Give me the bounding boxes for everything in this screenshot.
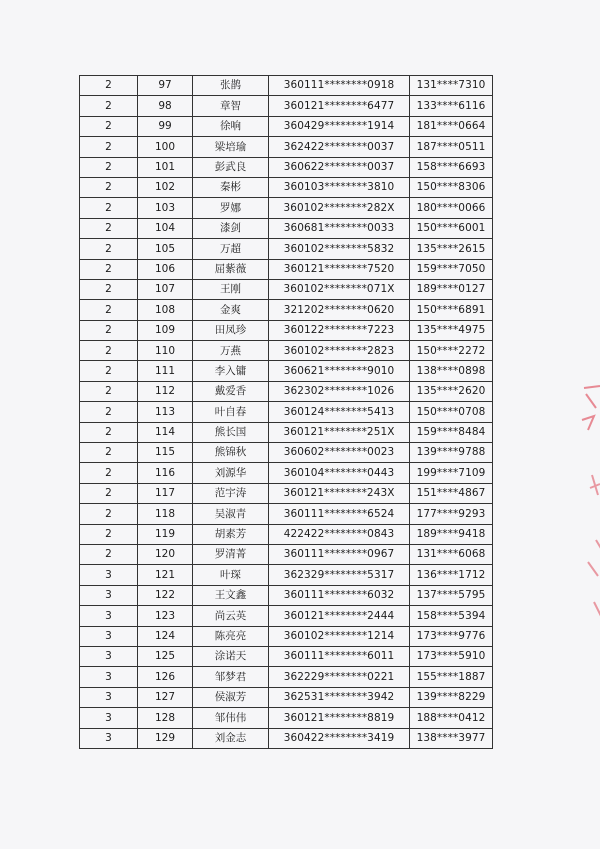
- number-cell: 118: [138, 504, 193, 524]
- id-number-cell: 360102********5832: [269, 239, 410, 259]
- table-row: [80, 320, 493, 340]
- number-cell: 100: [138, 137, 193, 157]
- name-cell: 罗娜: [193, 198, 269, 218]
- table-row: [80, 137, 493, 157]
- number-cell: 117: [138, 483, 193, 503]
- table-row: [80, 463, 493, 483]
- group-cell: 3: [80, 708, 138, 728]
- name-cell: 范宇涛: [193, 483, 269, 503]
- group-cell: 3: [80, 565, 138, 585]
- name-cell: 陈亮亮: [193, 626, 269, 646]
- number-cell: 120: [138, 544, 193, 564]
- number-cell: 111: [138, 361, 193, 381]
- phone-cell: 135****2620: [410, 381, 493, 401]
- id-number-cell: 360422********3419: [269, 728, 410, 748]
- phone-cell: 199****7109: [410, 463, 493, 483]
- group-cell: 3: [80, 728, 138, 748]
- number-cell: 128: [138, 708, 193, 728]
- name-cell: 张鹊: [193, 76, 269, 96]
- phone-cell: 173****5910: [410, 646, 493, 666]
- name-cell: 王文鑫: [193, 585, 269, 605]
- phone-cell: 150****8306: [410, 177, 493, 197]
- phone-cell: 150****6891: [410, 300, 493, 320]
- phone-cell: 181****0664: [410, 116, 493, 136]
- id-number-cell: 360121********6477: [269, 96, 410, 116]
- group-cell: 3: [80, 606, 138, 626]
- group-cell: 2: [80, 198, 138, 218]
- number-cell: 105: [138, 239, 193, 259]
- group-cell: 2: [80, 320, 138, 340]
- group-cell: 2: [80, 157, 138, 177]
- number-cell: 119: [138, 524, 193, 544]
- number-cell: 108: [138, 300, 193, 320]
- name-cell: 万燕: [193, 341, 269, 361]
- table-row: [80, 279, 493, 299]
- id-number-cell: 360111********6032: [269, 585, 410, 605]
- id-number-cell: 360681********0033: [269, 218, 410, 238]
- name-cell: 涂诺天: [193, 646, 269, 666]
- phone-cell: 135****4975: [410, 320, 493, 340]
- id-number-cell: 360621********9010: [269, 361, 410, 381]
- id-number-cell: 360602********0023: [269, 443, 410, 463]
- id-number-cell: 360102********071X: [269, 279, 410, 299]
- table-row: [80, 585, 493, 605]
- phone-cell: 133****6116: [410, 96, 493, 116]
- number-cell: 110: [138, 341, 193, 361]
- id-number-cell: 360102********2823: [269, 341, 410, 361]
- phone-cell: 135****2615: [410, 239, 493, 259]
- name-cell: 梁培瑜: [193, 137, 269, 157]
- group-cell: 2: [80, 239, 138, 259]
- group-cell: 2: [80, 402, 138, 422]
- id-number-cell: 360111********0918: [269, 76, 410, 96]
- phone-cell: 159****8484: [410, 422, 493, 442]
- name-cell: 金爽: [193, 300, 269, 320]
- name-cell: 侯淑芳: [193, 687, 269, 707]
- table-row: [80, 544, 493, 564]
- name-cell: 刘源华: [193, 463, 269, 483]
- number-cell: 124: [138, 626, 193, 646]
- number-cell: 122: [138, 585, 193, 605]
- table-row: [80, 524, 493, 544]
- group-cell: 2: [80, 279, 138, 299]
- table-row: [80, 259, 493, 279]
- id-number-cell: 321202********0620: [269, 300, 410, 320]
- number-cell: 126: [138, 667, 193, 687]
- group-cell: 2: [80, 443, 138, 463]
- id-number-cell: 362531********3942: [269, 687, 410, 707]
- id-number-cell: 360122********7223: [269, 320, 410, 340]
- group-cell: 2: [80, 504, 138, 524]
- phone-cell: 150****6001: [410, 218, 493, 238]
- table-row: [80, 300, 493, 320]
- table-row: [80, 687, 493, 707]
- table-row: [80, 483, 493, 503]
- id-number-cell: 360111********6011: [269, 646, 410, 666]
- table-row: [80, 177, 493, 197]
- group-cell: 2: [80, 96, 138, 116]
- name-cell: 徐响: [193, 116, 269, 136]
- table-row: [80, 96, 493, 116]
- number-cell: 106: [138, 259, 193, 279]
- table-row: [80, 422, 493, 442]
- number-cell: 101: [138, 157, 193, 177]
- group-cell: 3: [80, 646, 138, 666]
- id-number-cell: 360124********5413: [269, 402, 410, 422]
- id-number-cell: 360121********251X: [269, 422, 410, 442]
- group-cell: 2: [80, 177, 138, 197]
- name-cell: 吴淑青: [193, 504, 269, 524]
- table-row: [80, 565, 493, 585]
- name-cell: 邹伟伟: [193, 708, 269, 728]
- phone-cell: 151****4867: [410, 483, 493, 503]
- name-cell: 万超: [193, 239, 269, 259]
- phone-cell: 155****1887: [410, 667, 493, 687]
- phone-cell: 188****0412: [410, 708, 493, 728]
- table-row: [80, 239, 493, 259]
- table-row: [80, 708, 493, 728]
- name-cell: 章智: [193, 96, 269, 116]
- number-cell: 123: [138, 606, 193, 626]
- table-row: [80, 116, 493, 136]
- table-row: [80, 728, 493, 748]
- number-cell: 98: [138, 96, 193, 116]
- phone-cell: 173****9776: [410, 626, 493, 646]
- phone-cell: 158****5394: [410, 606, 493, 626]
- name-cell: 彭武良: [193, 157, 269, 177]
- name-cell: 戴爱香: [193, 381, 269, 401]
- number-cell: 112: [138, 381, 193, 401]
- phone-cell: 131****7310: [410, 76, 493, 96]
- number-cell: 109: [138, 320, 193, 340]
- id-number-cell: 362302********1026: [269, 381, 410, 401]
- group-cell: 2: [80, 341, 138, 361]
- name-cell: 秦彬: [193, 177, 269, 197]
- table-row: [80, 606, 493, 626]
- name-cell: 尚云英: [193, 606, 269, 626]
- group-cell: 2: [80, 544, 138, 564]
- name-cell: 王刚: [193, 279, 269, 299]
- phone-cell: 189****9418: [410, 524, 493, 544]
- number-cell: 104: [138, 218, 193, 238]
- phone-cell: 137****5795: [410, 585, 493, 605]
- group-cell: 3: [80, 667, 138, 687]
- phone-cell: 131****6068: [410, 544, 493, 564]
- number-cell: 129: [138, 728, 193, 748]
- group-cell: 3: [80, 687, 138, 707]
- id-number-cell: 362422********0037: [269, 137, 410, 157]
- id-number-cell: 360429********1914: [269, 116, 410, 136]
- group-cell: 2: [80, 381, 138, 401]
- roster-table-body: [80, 76, 493, 749]
- name-cell: 漆剑: [193, 218, 269, 238]
- id-number-cell: 362329********5317: [269, 565, 410, 585]
- group-cell: 2: [80, 137, 138, 157]
- phone-cell: 136****1712: [410, 565, 493, 585]
- group-cell: 2: [80, 300, 138, 320]
- group-cell: 2: [80, 463, 138, 483]
- phone-cell: 159****7050: [410, 259, 493, 279]
- group-cell: 2: [80, 422, 138, 442]
- number-cell: 107: [138, 279, 193, 299]
- phone-cell: 180****0066: [410, 198, 493, 218]
- seal-edge-graphic: [574, 380, 600, 620]
- id-number-cell: 360102********1214: [269, 626, 410, 646]
- table-row: [80, 218, 493, 238]
- number-cell: 121: [138, 565, 193, 585]
- group-cell: 3: [80, 626, 138, 646]
- phone-cell: 187****0511: [410, 137, 493, 157]
- number-cell: 97: [138, 76, 193, 96]
- number-cell: 103: [138, 198, 193, 218]
- phone-cell: 138****3977: [410, 728, 493, 748]
- id-number-cell: 360121********8819: [269, 708, 410, 728]
- table-row: [80, 76, 493, 96]
- group-cell: 2: [80, 483, 138, 503]
- group-cell: 2: [80, 76, 138, 96]
- phone-cell: 150****2272: [410, 341, 493, 361]
- number-cell: 102: [138, 177, 193, 197]
- number-cell: 115: [138, 443, 193, 463]
- number-cell: 116: [138, 463, 193, 483]
- group-cell: 2: [80, 361, 138, 381]
- name-cell: 田凤珍: [193, 320, 269, 340]
- name-cell: 熊锦秋: [193, 443, 269, 463]
- name-cell: 刘金志: [193, 728, 269, 748]
- phone-cell: 150****0708: [410, 402, 493, 422]
- table-row: [80, 157, 493, 177]
- table-row: [80, 626, 493, 646]
- id-number-cell: 360111********0967: [269, 544, 410, 564]
- name-cell: 叶琛: [193, 565, 269, 585]
- id-number-cell: 360103********3810: [269, 177, 410, 197]
- group-cell: 3: [80, 585, 138, 605]
- name-cell: 熊长国: [193, 422, 269, 442]
- id-number-cell: 360622********0037: [269, 157, 410, 177]
- group-cell: 2: [80, 218, 138, 238]
- table-row: [80, 443, 493, 463]
- id-number-cell: 360111********6524: [269, 504, 410, 524]
- table-row: [80, 504, 493, 524]
- name-cell: 胡素芳: [193, 524, 269, 544]
- number-cell: 114: [138, 422, 193, 442]
- group-cell: 2: [80, 524, 138, 544]
- id-number-cell: 360121********2444: [269, 606, 410, 626]
- table-row: [80, 667, 493, 687]
- phone-cell: 177****9293: [410, 504, 493, 524]
- red-seal-fragment: [574, 380, 600, 620]
- id-number-cell: 362229********0221: [269, 667, 410, 687]
- phone-cell: 189****0127: [410, 279, 493, 299]
- name-cell: 李入镛: [193, 361, 269, 381]
- number-cell: 127: [138, 687, 193, 707]
- phone-cell: 139****8229: [410, 687, 493, 707]
- table-row: [80, 198, 493, 218]
- table-row: [80, 341, 493, 361]
- name-cell: 屈紫薇: [193, 259, 269, 279]
- phone-cell: 138****0898: [410, 361, 493, 381]
- id-number-cell: 422422********0843: [269, 524, 410, 544]
- number-cell: 99: [138, 116, 193, 136]
- number-cell: 113: [138, 402, 193, 422]
- phone-cell: 139****9788: [410, 443, 493, 463]
- table-row: [80, 402, 493, 422]
- name-cell: 邹梦君: [193, 667, 269, 687]
- phone-cell: 158****6693: [410, 157, 493, 177]
- table-row: [80, 381, 493, 401]
- table-row: [80, 646, 493, 666]
- id-number-cell: 360104********0443: [269, 463, 410, 483]
- table-row: [80, 361, 493, 381]
- group-cell: 2: [80, 116, 138, 136]
- id-number-cell: 360102********282X: [269, 198, 410, 218]
- id-number-cell: 360121********243X: [269, 483, 410, 503]
- group-cell: 2: [80, 259, 138, 279]
- id-number-cell: 360121********7520: [269, 259, 410, 279]
- number-cell: 125: [138, 646, 193, 666]
- roster-table: [79, 75, 493, 749]
- name-cell: 罗清菁: [193, 544, 269, 564]
- name-cell: 叶自春: [193, 402, 269, 422]
